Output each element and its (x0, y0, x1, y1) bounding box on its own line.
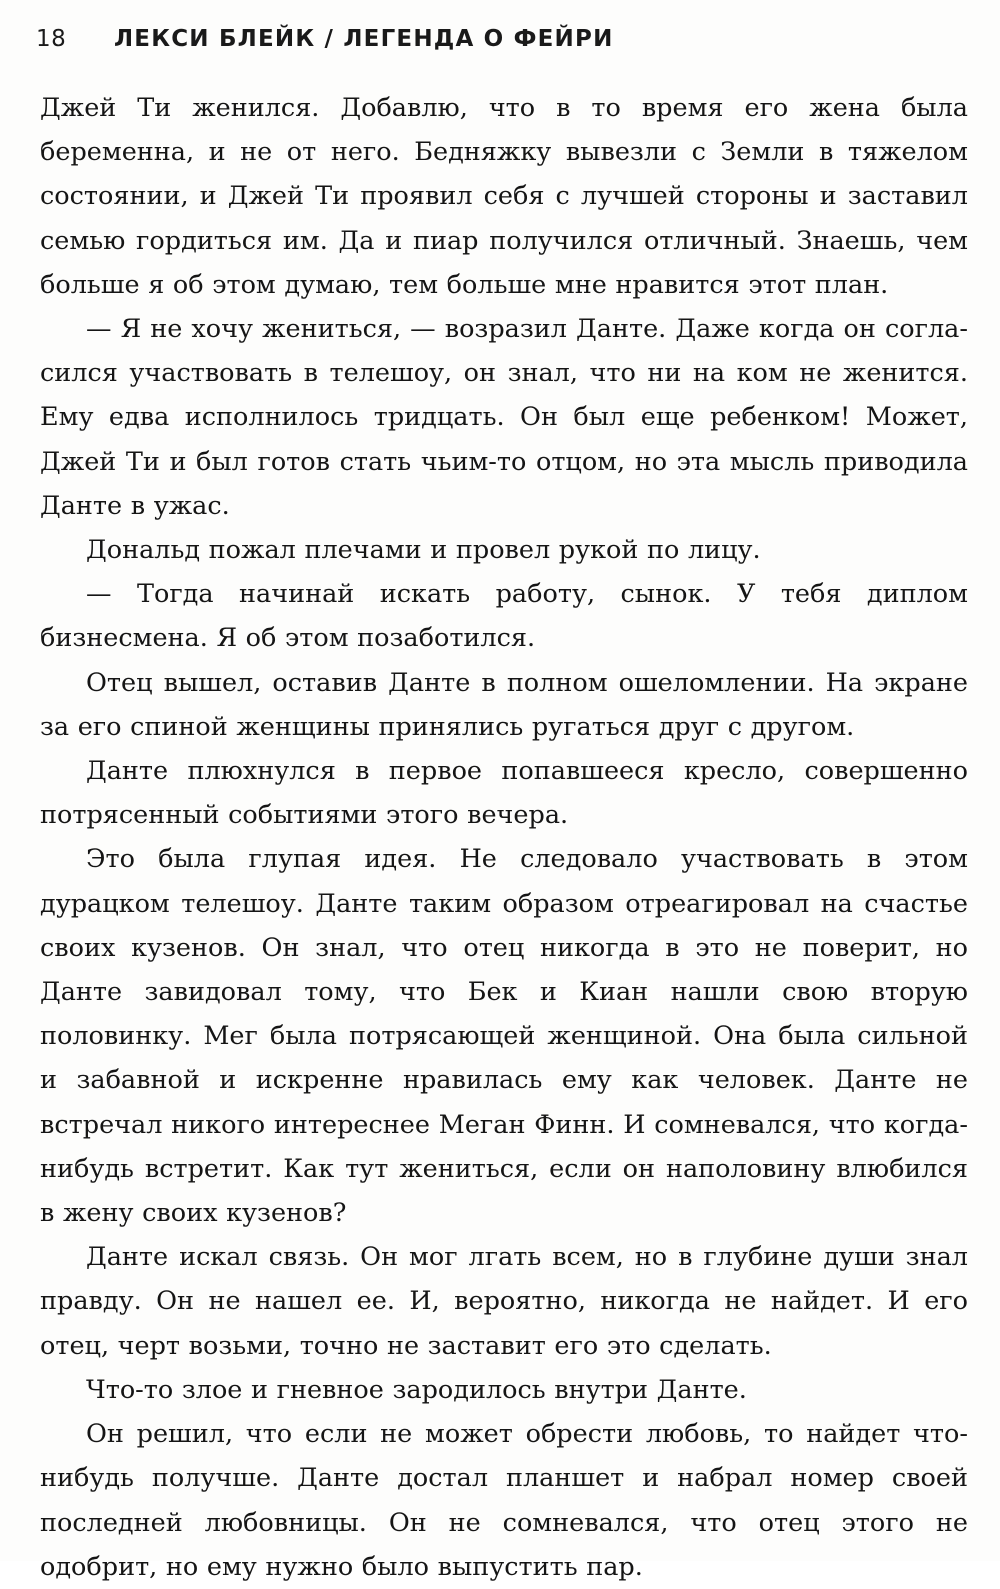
body-text (40, 86, 968, 1589)
paragraph: Что-то злое и гневное зародилось внутри Данте. (86, 1374, 747, 1405)
paragraph: Он решил, что если не может обрести любовь, то найдет что-нибудь получше. Данте достал планшет и набрал номер своей последней любовницы. Он не сомневался, что отец этого не одобрит, но ему нужно было выпустить пар. (40, 1419, 968, 1582)
page-number: 18 (36, 26, 67, 52)
paragraph: Данте искал связь. Он мог лгать всем, но в глубине души знал правду. Он не нашел ее. И, вероятно, никогда не найдет. И его отец, черт возьми, точно не заставит его это сделать. (40, 1242, 968, 1361)
paragraph: — Я не хочу жениться, — возразил Данте. Даже когда он согласился участвовать в телешоу, он знал, что ни на ком не женится. Ему едва исполнилось тридцать. Он был еще ребенком! Может, Джей Ти и был готов стать чьим-то отцом, но эта мысль приводила Данте в ужас. (40, 314, 968, 521)
paragraph: Это была глупая идея. Не следовало участвовать в этом дурацком телешоу. Данте таким образом отреагировал на счастье своих кузенов. Он знал, что отец никогда в это не поверит, но Данте завидовал тому, что Бек и Киан нашли свою вторую половинку. Мег была потрясающей женщиной. Она была сильной и забавной и искренне нравилась ему как человек. Данте не встречал никого интереснее Меган Финн. И сомневался, что когда-нибудь встретит. Как тут жениться, если он наполовину влюбился в жену своих кузенов? (40, 844, 968, 1229)
book-author-title: ЛЕКСИ БЛЕЙК / ЛЕГЕНДА О ФЕЙРИ (114, 26, 614, 52)
paragraph: Данте плюхнулся в первое попавшееся кресло, совершенно потрясенный событиями этого вечера. (40, 756, 968, 831)
paragraph: Джей Ти женился. Добавлю, что в то время его жена была беременна, и не от него. Бедняжку вывезли с Земли в тяжелом состоянии, и Джей Ти проявил себя с лучшей стороны и заставил семью гордиться им. Да и пиар получился отличный. Знаешь, чем больше я об этом думаю, тем больше мне нравится этот план. (40, 93, 968, 300)
paragraph: Дональд пожал плечами и провел рукой по лицу. (86, 535, 761, 566)
running-head (36, 26, 614, 56)
paragraph: — Тогда начинай искать работу, сынок. У тебя диплом бизнесмена. Я об этом позаботился. (40, 579, 968, 654)
paragraph: Отец вышел, оставив Данте в полном ошеломлении. На экране за его спиной женщины принялись ругаться друг с другом. (40, 667, 968, 742)
